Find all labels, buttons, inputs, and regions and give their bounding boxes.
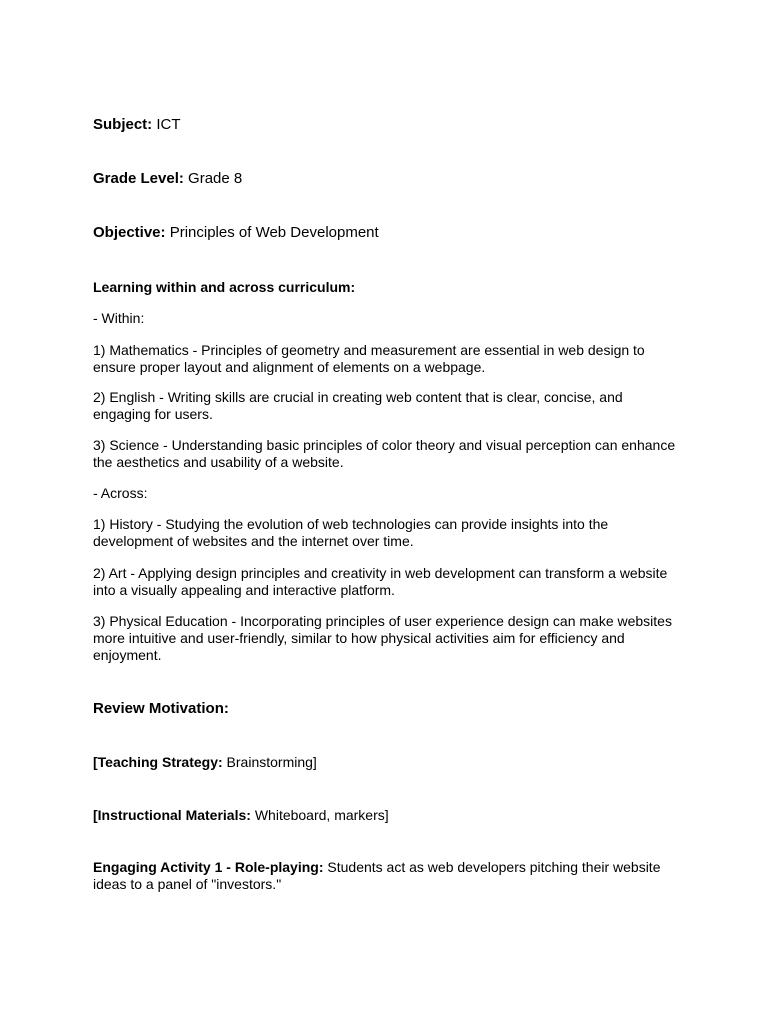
- instructional-materials-value: Whiteboard, markers]: [250, 807, 389, 823]
- subject-label: Subject:: [93, 116, 153, 133]
- teaching-strategy-bracket: [: [93, 754, 98, 770]
- teaching-strategy-value: Brainstorming]: [222, 754, 317, 770]
- within-label: - Within:: [93, 310, 145, 326]
- instructional-materials-bracket: [: [93, 807, 98, 823]
- teaching-strategy-line: [93, 754, 683, 771]
- within-item-english: 2) English - Writing skills are crucial in creating web content that is clear, concise, and engaging for users.: [93, 389, 623, 422]
- instructional-materials-label: Instructional Materials:: [97, 807, 251, 823]
- objective-line: [93, 224, 683, 242]
- across-item-physical-education: 3) Physical Education - Incorporating principles of user experience design can make websites more intuitive and user-friendly, similar to how physical activities aim for efficiency and enjoyment.: [93, 613, 672, 663]
- grade-level-value: Grade 8: [183, 170, 243, 187]
- teaching-strategy-label: Teaching Strategy:: [97, 754, 223, 770]
- grade-level-label: Grade Level:: [93, 170, 184, 187]
- instructional-materials-line: [93, 807, 683, 824]
- subject-line: [93, 116, 683, 134]
- objective-label: Objective:: [93, 224, 166, 241]
- engaging-activity-1-label: Engaging Activity 1 - Role-playing:: [93, 859, 324, 875]
- engaging-activity-1-text: Students act as web developers pitching their website ideas to a panel of "investors.": [93, 859, 661, 892]
- across-label: - Across:: [93, 485, 148, 501]
- learning-heading: Learning within and across curriculum:: [93, 279, 356, 295]
- subject-value: ICT: [152, 116, 181, 133]
- objective-value: Principles of Web Development: [165, 224, 379, 241]
- review-motivation-heading: Review Motivation:: [93, 700, 229, 717]
- engaging-activity-1: [93, 859, 683, 893]
- across-item-art: 2) Art - Applying design principles and creativity in web development can transform a website into a visually appealing and interactive platform.: [93, 565, 668, 598]
- across-item-history: 1) History - Studying the evolution of web technologies can provide insights into the development of websites and the internet over time.: [93, 516, 609, 549]
- grade-level-line: [93, 170, 683, 188]
- within-item-science: 3) Science - Understanding basic principles of color theory and visual perception can enhance the aesthetics and usability of a website.: [93, 437, 676, 470]
- within-item-mathematics: 1) Mathematics - Principles of geometry and measurement are essential in web design to ensure proper layout and alignment of elements on a webpage.: [93, 342, 645, 375]
